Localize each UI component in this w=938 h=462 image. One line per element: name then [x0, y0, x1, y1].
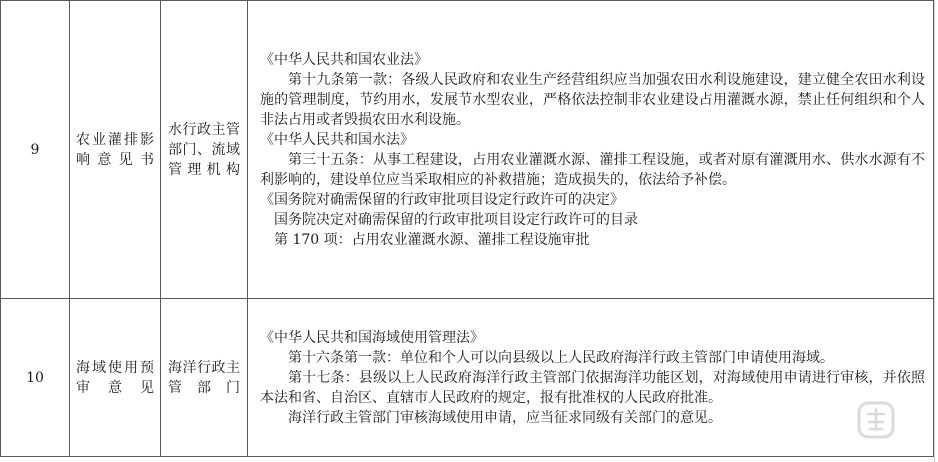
department-name: 海洋行政主管部门 — [168, 359, 240, 396]
table-row — [1, 1, 934, 299]
department-cell — [161, 299, 248, 457]
table-row — [1, 299, 934, 457]
department-cell — [161, 1, 248, 299]
law-clause: 第十七条：县级以上人民政府海洋行政主管部门依据海洋功能区划，对海域使用申请进行审核，并依照本法和省、自治区、直辖市人民政府的规定，报有批准权的人民政府批准。 — [260, 369, 925, 406]
law-clause: 第十六条第一款：单位和个人可以向县级以上人民政府海洋行政主管部门申请使用海域。 — [288, 349, 834, 366]
law-title: 《中华人民共和国水法》 — [260, 131, 414, 148]
law-clause: 第十九条第一款：各级人民政府和农业生产经营组织应当加强农田水利设施建设，建立健全农田水利设施的管理制度，节约用水，发展节水型农业，严格依法控制非农业建设占用灌溉水源，禁止任何组织和个人非法占用或者毁损农田水利设施。 — [260, 71, 925, 128]
law-clause: 第三十五条：从事工程建设，占用农业灌溉水源、灌排工程设施，或者对原有灌溉用水、供水水源有不利影响的，建设单位应当采取相应的补救措施；造成损失的，依法给予补偿。 — [260, 151, 925, 188]
document-name: 农业灌排影响意见书 — [76, 131, 154, 168]
law-clause: 海洋行政主管部门审核海域使用申请，应当征求同级有关部门的意见。 — [288, 409, 722, 426]
law-title: 《中华人民共和国农业法》 — [260, 51, 428, 68]
document-name: 海域使用预审意见 — [76, 359, 154, 396]
seal-watermark-icon — [856, 400, 896, 440]
department-name: 水行政主管部门、流域管理机构 — [168, 121, 240, 178]
law-clause: 第 170 项：占用农业灌溉水源、灌排工程设施审批 — [274, 231, 590, 248]
legal-basis-cell — [248, 1, 934, 299]
law-title: 《国务院对确需保留的行政审批项目设定行政许可的决定》 — [260, 191, 624, 208]
document-name-cell — [70, 299, 161, 457]
row-number: 10 — [1, 299, 70, 457]
page-edge — [934, 0, 935, 462]
law-clause: 国务院决定对确需保留的行政审批项目设定行政许可的目录 — [274, 211, 638, 228]
legal-basis-cell — [248, 299, 934, 457]
document-name-cell — [70, 1, 161, 299]
law-title: 《中华人民共和国海域使用管理法》 — [260, 329, 484, 346]
row-number: 9 — [1, 1, 70, 299]
